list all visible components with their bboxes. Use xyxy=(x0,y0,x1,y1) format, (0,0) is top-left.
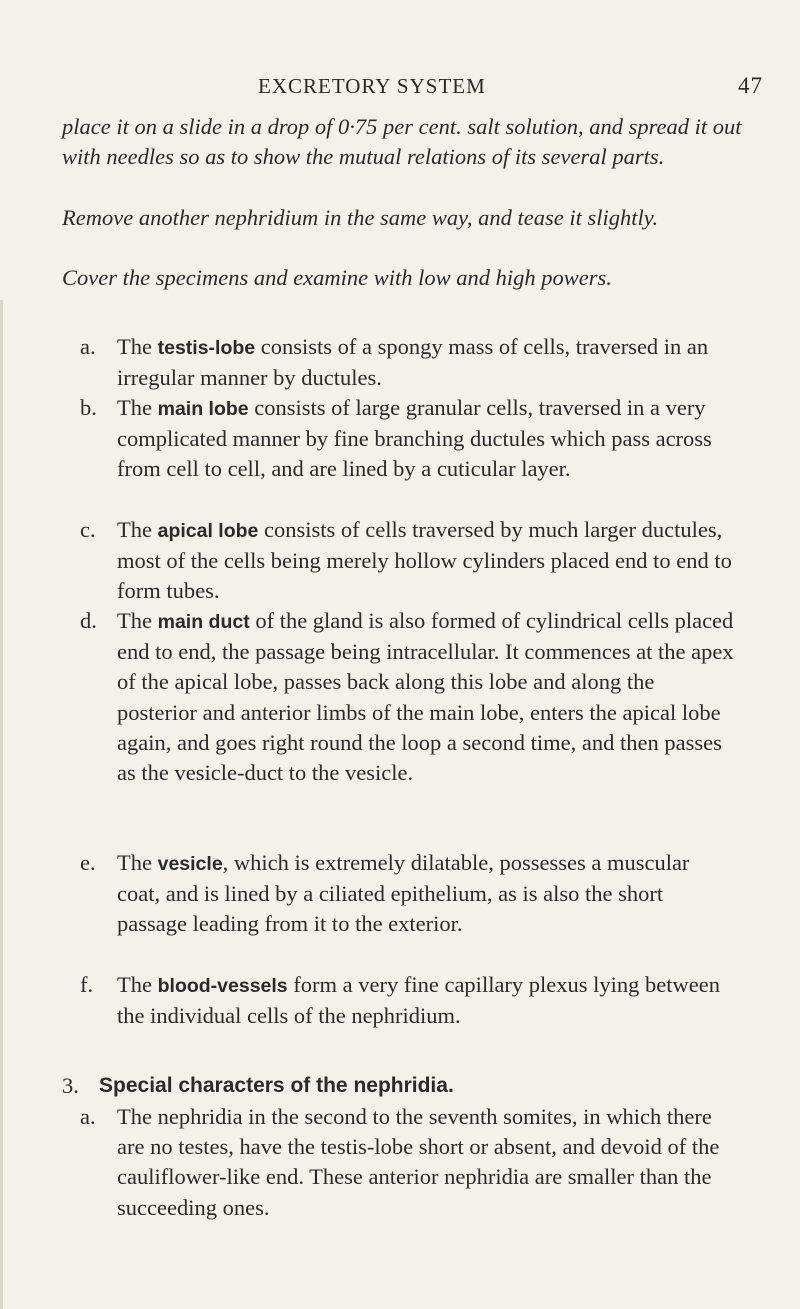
item-text: The main lobe consists of large granular cells, traversed in a very complicated manner by fine branching ductules which pass across from cell to cell, and are lined by a cuticular layer. xyxy=(117,395,712,482)
section-title: Special characters of the nephridia. xyxy=(99,1074,454,1097)
intro-paragraph-1: place it on a slide in a drop of 0·75 per cent. salt solution, and spread it out with needles so as to show the mutual relations of its several parts. xyxy=(62,114,742,169)
item-term: vesicle xyxy=(157,853,223,875)
intro-paragraph-3: Cover the specimens and examine with low and high powers. xyxy=(62,265,612,290)
item-text: The vesicle, which is extremely dilatable, possesses a muscular coat, and is lined by a ciliated epithelium, as is also the short passage leading from it to the exterior. xyxy=(117,850,690,937)
item-label: e. xyxy=(80,850,96,875)
item-text: The main duct of the gland is also formed of cylindrical cells placed end to end, the passage being intracellular. It commences at the apex of the apical lobe, passes back along this lobe and along the posterior and anterior limbs of the main lobe, enters the apical lobe again, and goes right round the loop a second time, and then passes as the vesicle-duct to the vesicle. xyxy=(117,608,734,786)
item-text: The blood-vessels form a very fine capillary plexus lying between the individual cells of the nephridium. xyxy=(117,972,721,1029)
item-label: d. xyxy=(80,608,97,633)
item-term: testis-lobe xyxy=(157,337,256,359)
item-text: The apical lobe consists of cells traversed by much larger ductules, most of the cells being merely hollow cylinders placed end to end to form tubes. xyxy=(117,517,732,604)
running-header xyxy=(0,74,800,104)
page-number: 47 xyxy=(738,73,763,98)
intro-paragraph-2: Remove another nephridium in the same way, and tease it slightly. xyxy=(62,205,659,230)
item-term: apical lobe xyxy=(157,520,259,542)
item-label: a. xyxy=(80,334,96,359)
item-text: The testis-lobe consists of a spongy mass of cells, traversed in an irregular manner by ductules. xyxy=(117,334,709,391)
item-label: b. xyxy=(80,395,97,420)
item-label: a. xyxy=(80,1104,96,1129)
section-number: 3. xyxy=(62,1073,79,1098)
item-term: blood-vessels xyxy=(157,975,288,997)
item-label: f. xyxy=(80,972,94,997)
item-term: main duct xyxy=(157,611,250,633)
page-edge-shadow xyxy=(0,300,3,1309)
header-title: EXCRETORY SYSTEM xyxy=(258,74,486,98)
item-text: The nephridia in the second to the seventh somites, in which there are no testes, have the testis-lobe short or absent, and devoid of the cauliflower-like end. These anterior nephridia are smaller than the succeeding ones. xyxy=(117,1104,720,1220)
item-label: c. xyxy=(80,517,96,542)
item-term: main lobe xyxy=(157,398,249,420)
